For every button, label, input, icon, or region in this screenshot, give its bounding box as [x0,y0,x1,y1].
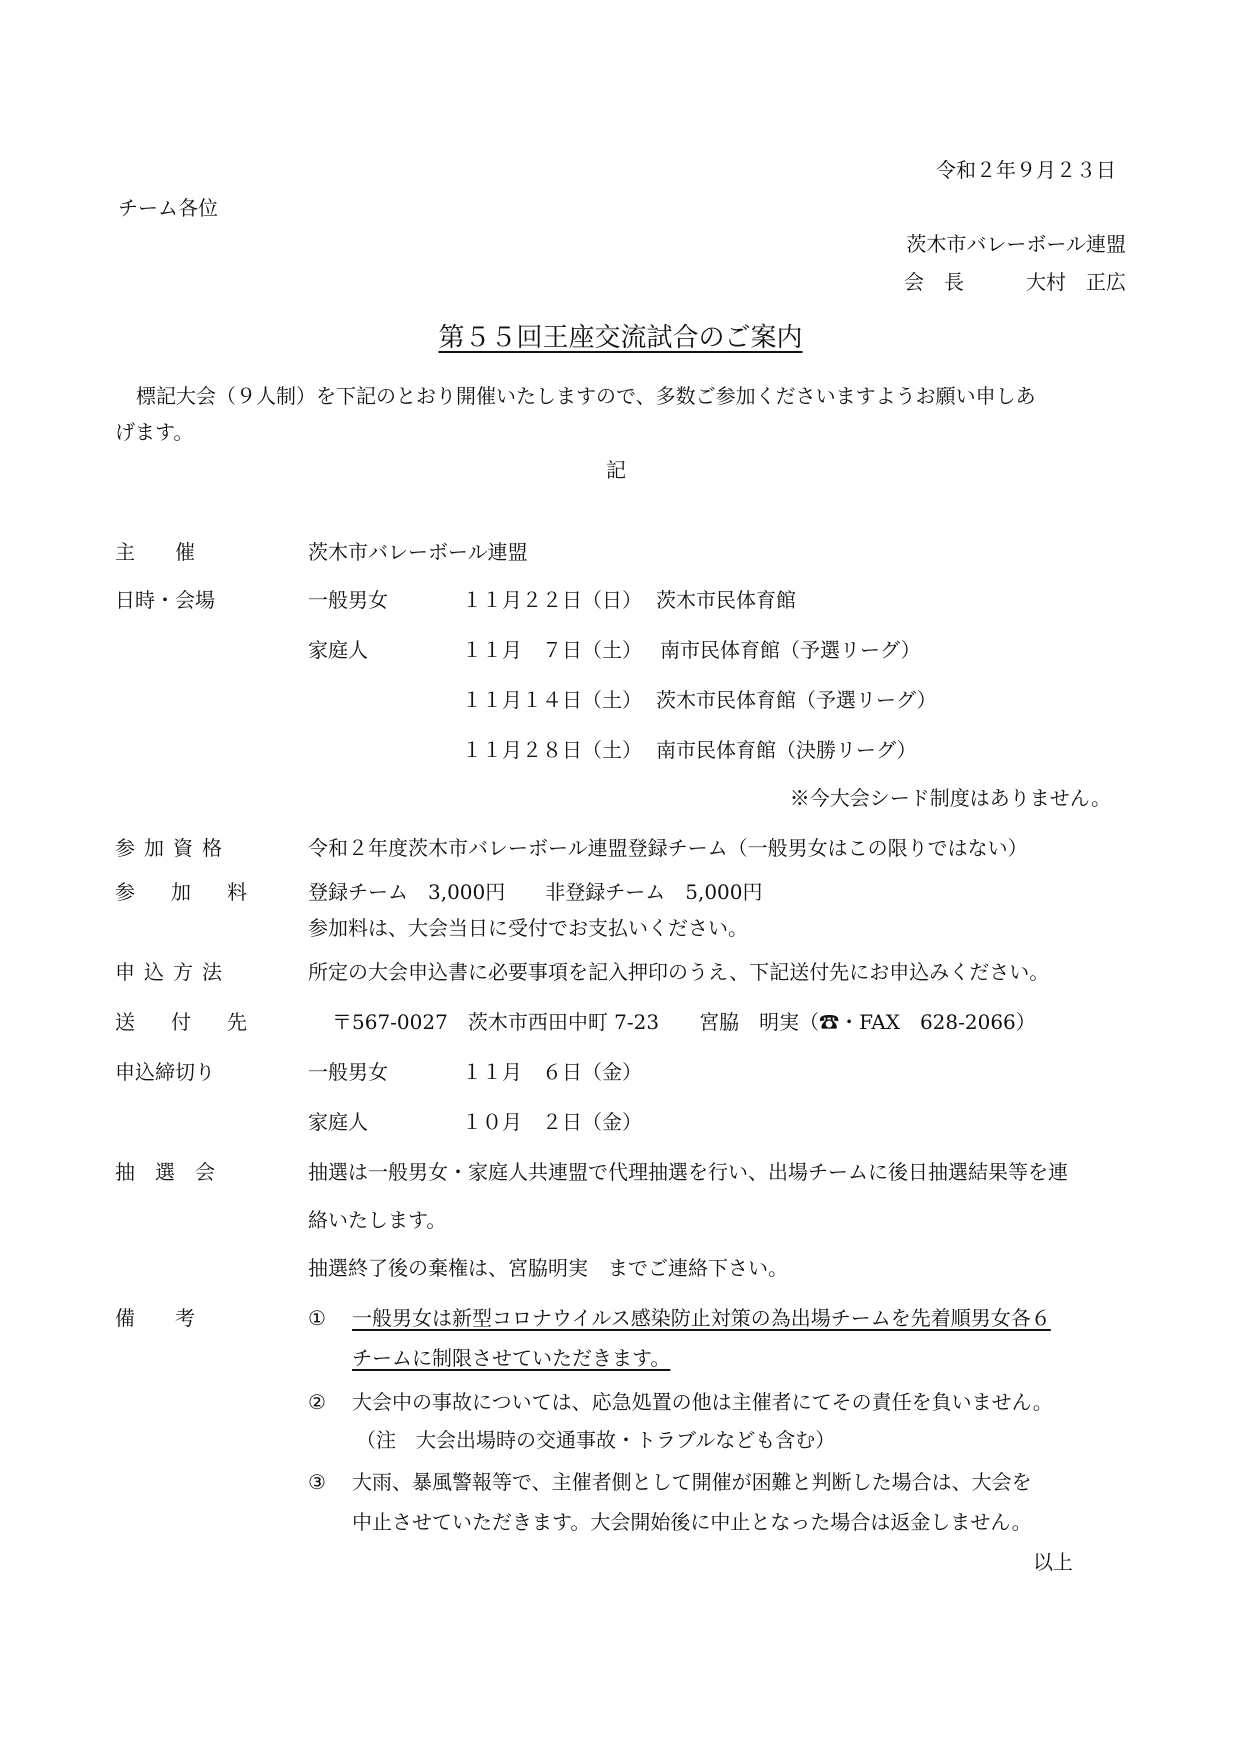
schedule-venue: 南市民体育館（予選リーグ） [660,638,921,662]
page-title: 第５５回王座交流試合のご案内 [438,323,803,353]
fee-line-1: 登録チーム 3,000円 非登録チーム 5,000円 [308,880,763,904]
fee-line-2: 参加料は、大会当日に受付でお支払いください。 [308,916,748,940]
schedule-date: １１月２２日（日） [462,588,642,612]
apply-method-value: 所定の大会申込書に必要事項を記入押印のうえ、下記送付先にお申込みください。 [308,960,1050,984]
remark-text: チームに制限させていただきます。 [352,1346,671,1370]
remark-number: ② [308,1390,326,1414]
remark-number: ① [308,1306,326,1330]
label-lottery: 抽 選 会 [115,1160,215,1184]
eligibility-value: 令和２年度茨木市バレーボール連盟登録チーム（一般男女はこの限りではない） [308,836,1028,860]
remark-number: ③ [308,1470,326,1494]
label-schedule: 日時・会場 [115,588,215,612]
deadline-category: 一般男女 [308,1060,388,1084]
lottery-line-3: 抽選終了後の棄権は、宮脇明実 までご連絡下さい。 [308,1256,788,1280]
send-to-value: 〒567-0027 茨木市西田中町 7-23 宮脇 明実（☎・FAX 628-2066） [332,1010,1036,1034]
remark-text: 中止させていただきます。大会開始後に中止となった場合は返金しません。 [352,1510,1032,1534]
schedule-category: 一般男女 [308,588,388,612]
lottery-line-1: 抽選は一般男女・家庭人共連盟で代理抽選を行い、出場チームに後日抽選結果等を連 [308,1160,1068,1184]
remark-text: 一般男女は新型コロナウイルス感染防止対策の為出場チームを先着順男女各６ [352,1306,1051,1330]
schedule-venue: 南市民体育館（決勝リーグ） [656,738,917,762]
schedule-category: 家庭人 [308,638,368,662]
label-host: 主 催 [115,540,195,564]
sender-organization: 茨木市バレーボール連盟 [906,232,1126,256]
deadline-category: 家庭人 [308,1110,368,1134]
schedule-date: １１月１４日（土） [462,688,642,712]
sender-name: 大村 正広 [1026,270,1126,294]
remark-text: （注 大会出場時の交通事故・トラブルなども含む） [356,1428,836,1452]
closing-text: 以上 [1033,1550,1073,1574]
label-apply-method: 申込方法 [115,960,231,984]
remark-text: 大会中の事故については、応急処置の他は主催者にてその責任を負いません。 [352,1390,1053,1414]
sender-title: 会 長 [904,270,964,294]
intro-line-1: 標記大会（９人制）を下記のとおり開催いたしますので、多数ご参加くださいますようお願い申しあ [136,384,1036,408]
label-send-to: 送付先 [115,1010,283,1034]
schedule-date: １１月２８日（土） [462,738,642,762]
lottery-line-2: 絡いたします。 [308,1208,447,1232]
remark-text: 大雨、暴風警報等で、主催者側として開催が困難と判断した場合は、大会を [352,1470,1032,1494]
addressee: チーム各位 [118,196,218,220]
schedule-venue: 茨木市民体育館 [656,588,796,612]
document-date: 令和２年９月２３日 [936,158,1116,182]
ki-heading: 記 [606,458,626,482]
schedule-note: ※今大会シード制度はありません。 [789,786,1111,810]
label-remarks: 備 考 [115,1306,195,1330]
host-value: 茨木市バレーボール連盟 [308,540,528,564]
label-fee: 参加料 [115,880,283,904]
schedule-date: １１月 ７日（土） [462,638,642,662]
deadline-date: １１月 ６日（金） [462,1060,642,1084]
label-deadline: 申込締切り [115,1060,215,1084]
label-eligibility: 参加資格 [115,836,231,860]
schedule-venue: 茨木市民体育館（予選リーグ） [656,688,937,712]
deadline-date: １０月 ２日（金） [462,1110,642,1134]
intro-line-2: げます。 [115,420,194,444]
